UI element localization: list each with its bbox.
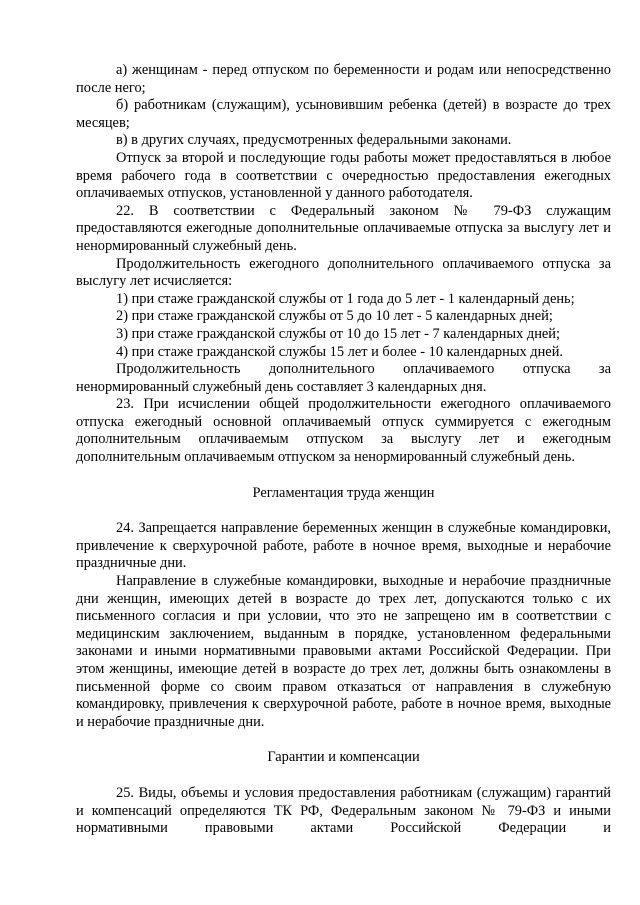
paragraph-21a: а) женщинам - перед отпуском по беременности и родам или непосредственно после него; <box>76 62 611 96</box>
list-item-2: 2) при стаже гражданской службы от 5 до 10 лет - 5 календарных дней; <box>116 308 553 325</box>
document-page <box>76 62 611 838</box>
section-heading-women: Регламентация труда женщин <box>252 484 435 501</box>
list-item-1: 1) при стаже гражданской службы от 1 года до 5 лет - 1 календарный день; <box>116 290 575 307</box>
paragraph-23: 23. При исчислении общей продолжительности ежегодного оплачиваемого отпуска ежегодный основной оплачиваемый отпуск суммируется с ежегодным дополнительным оплачиваемым отпуском за выслугу лет и ежегодным дополнительным оплачиваемым отпуском за ненормированный служебный день. <box>76 396 611 466</box>
paragraph-22-duration: Продолжительность ежегодного дополнительного оплачиваемого отпуска за выслугу лет исчисляется: <box>76 255 611 290</box>
paragraph-21c: в) в других случаях, предусмотренных федеральными законами. <box>116 132 512 149</box>
list-item-4: 4) при стаже гражданской службы 15 лет и более - 10 календарных дней. <box>116 343 563 360</box>
list-item-3: 3) при стаже гражданской службы от 10 до 15 лет - 7 календарных дней; <box>116 325 561 342</box>
paragraph-25: 25. Виды, объемы и условия предоставления работникам (служащим) гарантий и компенсаций определяются ТК РФ, Федеральным законом № 79-ФЗ и иными нормативными правовыми актами Российской Федерации и <box>76 784 611 837</box>
paragraph-22-irregular-day: Продолжительность дополнительного оплачиваемого отпуска за ненормированный служебный день составляет 3 календарных дня. <box>76 361 611 395</box>
section-heading-guarantees: Гарантии и компенсации <box>267 749 420 766</box>
paragraph-21b: б) работникам (служащим), усыновившим ребенка (детей) в возрасте до трех месяцев; <box>76 97 611 131</box>
paragraph-24: 24. Запрещается направление беременных женщин в служебные командировки, привлечение к сверхурочной работе, работе в ночное время, выходные и нерабочие праздничные дни. <box>76 520 611 572</box>
paragraph-22: 22. В соответствии с Федеральный законом № 79-ФЗ служащим предоставляются ежегодные дополнительные оплачиваемые отпуска за выслугу лет и ненормированный служебный день. <box>76 202 611 254</box>
paragraph-24-travel: Направление в служебные командировки, выходные и нерабочие праздничные дни женщин, имеющих детей в возрасте до трех лет, допускаются только с их письменного согласия и при условии, что это не запрещено им в соответствии с медицинским заключением, выданным в порядке, установленном федеральными законами и иными нормативными правовыми актами Российской Федерации. При этом женщины, имеющие детей в возрасте до трех лет, должны быть ознакомлены в письменной форме со своим правом отказаться от направления в служебную командировку, привлечения к сверхурочной работе, работе в ночное время, выходные и нерабочие праздничные дни. <box>76 573 611 730</box>
paragraph-21-second-year: Отпуск за второй и последующие годы работы может предоставляться в любое время рабочего года в соответствии с очередностью предоставления ежегодных оплачиваемых отпусков, установленной у данного работодателя. <box>76 149 611 202</box>
